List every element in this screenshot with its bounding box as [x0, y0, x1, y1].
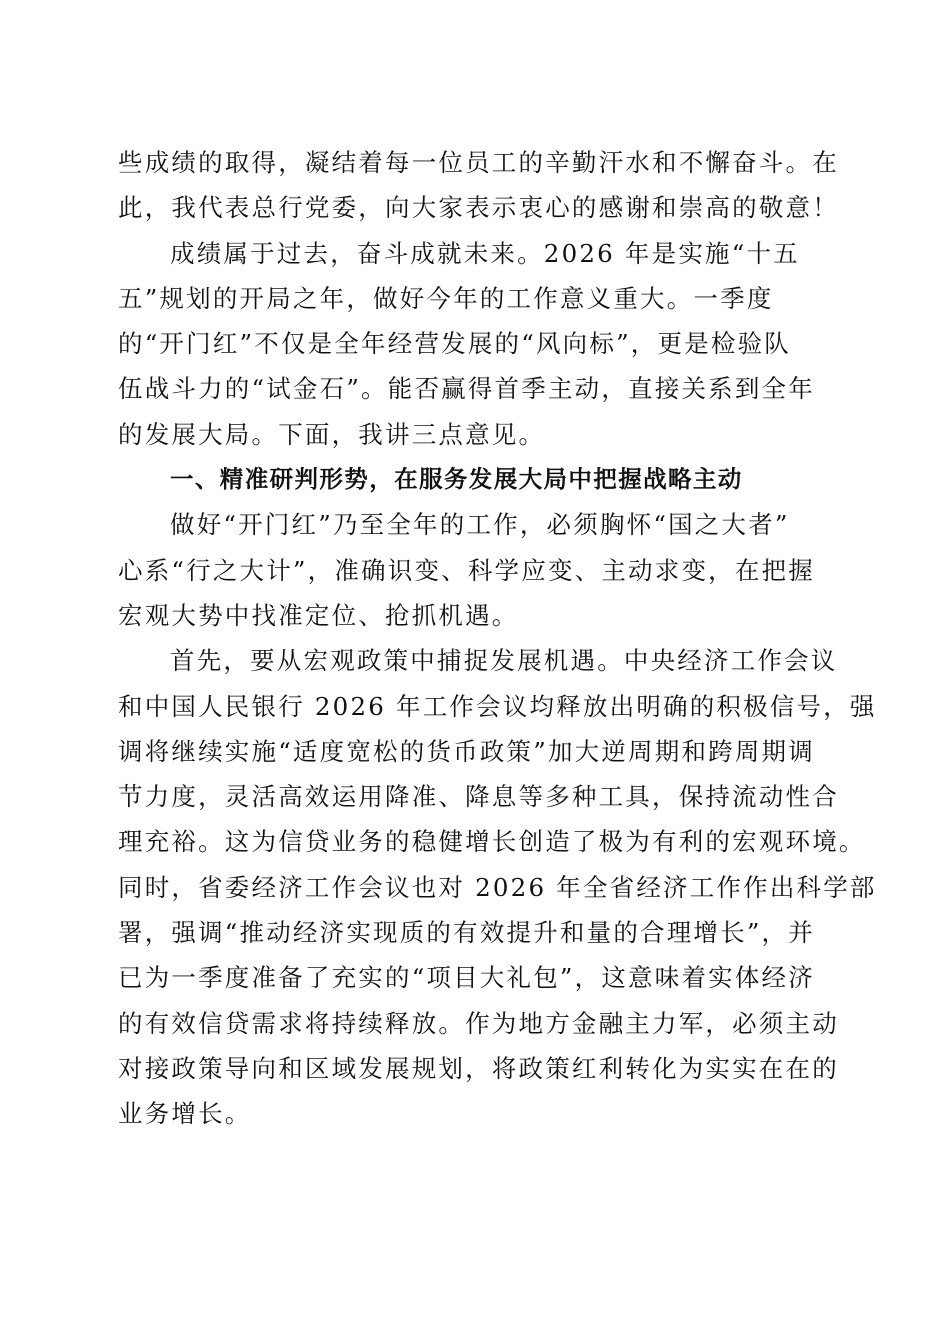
text-line: 同时，省委经济工作会议也对 2026 年全省经济工作作出科学部 — [118, 872, 877, 902]
text-line: 调将继续实施“适度宽松的货币政策”加大逆周期和跨周期调 — [118, 736, 815, 766]
text-line: 些成绩的取得，凝结着每一位员工的辛勤汗水和不懈奋斗。在 — [118, 148, 839, 177]
text-line: 此，我代表总行党委，向大家表示衷心的感谢和崇高的敬意！ — [118, 193, 839, 223]
text-line: 节力度，灵活高效运用降准、降息等多种工具，保持流动性合 — [118, 782, 839, 812]
text-line: 的发展大局。下面，我讲三点意见。 — [118, 419, 546, 449]
text-line: 和中国人民银行 2026 年工作会议均释放出明确的积极信号，强 — [118, 691, 877, 721]
text-line: 伍战斗力的“试金石”。能否赢得首季主动，直接关系到全年 — [118, 374, 815, 404]
paragraph-start-line: 做好“开门红”乃至全年的工作，必须胸怀“国之大者” — [170, 510, 790, 540]
text-line: 五”规划的开局之年，做好今年的工作意义重大。一季度 — [118, 283, 774, 313]
text-line: 的“开门红”不仅是全年经营发展的“风向标”，更是检验队 — [118, 329, 791, 359]
text-line: 的有效信贷需求将持续释放。作为地方金融主力军，必须主动 — [118, 1008, 839, 1038]
paragraph-start-line: 首先，要从宏观政策中捕捉发展机遇。中央经济工作会议 — [170, 646, 838, 676]
paragraph-start-line: 成绩属于过去，奋斗成就未来。2026 年是实施“十五 — [170, 238, 800, 268]
text-line: 对接政策导向和区域发展规划，将政策红利转化为实实在在的 — [118, 1053, 839, 1083]
text-line: 业务增长。 — [118, 1099, 252, 1129]
document-body — [118, 140, 877, 1137]
section-heading: 一、精准研判形势，在服务发展大局中把握战略主动 — [170, 465, 743, 494]
text-line: 署，强调“推动经济实现质的有效提升和量的合理增长”，并 — [118, 918, 815, 948]
text-line: 已为一季度准备了充实的“项目大礼包”，这意味着实体经济 — [118, 963, 815, 993]
text-line: 心系“行之大计”，准确识变、科学应变、主动求变，在把握 — [118, 555, 815, 585]
text-line: 理充裕。这为信贷业务的稳健增长创造了极为有利的宏观环境。 — [118, 827, 866, 857]
text-line: 宏观大势中找准定位、抢抓机遇。 — [118, 600, 519, 630]
